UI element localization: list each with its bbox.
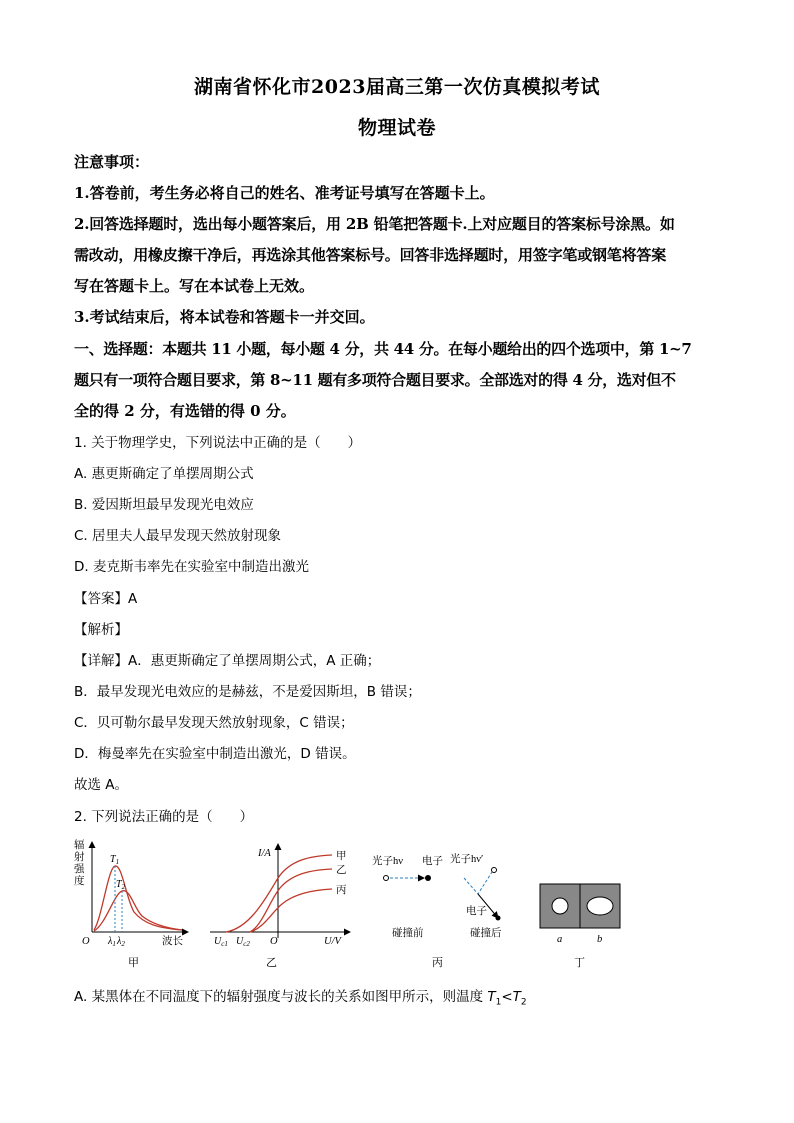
ding-label-a: a [557,934,563,945]
jia-ylabel-4: 度 [74,876,85,887]
bing-electron-dot-after [496,916,501,921]
yi-uc1: $U_{c1}$ [214,936,228,948]
bing-electron-before: 电子 [422,856,443,867]
jia-ylabel-2: 射 [74,852,85,863]
notice-item-3: 3.考试结束后，将本试卷和答题卡一并交回。 [74,308,375,326]
q1-analysis-label: 【解析】 [74,622,128,638]
jia-caption: 甲 [128,957,139,969]
jia-label-t2: $T_2$ [116,879,126,891]
q1-option-b: B. 爱因斯坦最早发现光电效应 [74,497,254,513]
q1-stem: 1. 关于物理学史，下列说法中正确的是（ ） [74,435,362,451]
ding-label-b: b [597,934,603,945]
yi-label-yi: 乙 [336,865,347,876]
figure-bing [372,852,502,969]
section-1-line-1: 一、选择题：本题共 11 小题，每小题 4 分，共 44 分。在每小题给出的四个选项中，第 1~7 [74,340,692,358]
jia-ylabel-3: 强 [74,864,85,875]
q2-stem: 2. 下列说法正确的是（ ） [74,809,254,825]
q1-conclusion: 故选 A。 [74,777,129,793]
yi-uc2: $U_{c2}$ [236,936,250,948]
jia-label-t1: $T_1$ [110,854,120,866]
yi-label-jia: 甲 [336,851,347,862]
yi-curve-yi [250,869,332,932]
yi-label-bing: 丙 [336,885,347,896]
yi-curve-bing [250,889,332,932]
ding-hole-a [552,898,568,914]
jia-lambda2: $\lambda_2$ [117,936,125,948]
jia-origin: O [82,936,90,947]
bing-electron-dot-before [425,875,431,881]
q1-option-c: C. 居里夫人最早发现天然放射现象 [74,528,282,544]
bing-photon-before: 光子hν [372,856,403,867]
q1-option-d: D. 麦克斯韦率先在实验室中制造出激光 [74,559,309,575]
ding-caption: 丁 [574,957,585,969]
ding-hole-b [587,897,613,915]
notice-item-2-line-2: 需改动，用橡皮擦干净后，再选涂其他答案标号。回答非选择题时，用签字笔或钢笔将答案 [74,246,667,264]
q2-option-a: A. 某黑体在不同温度下的辐射强度与波长的关系如图甲所示，则温度 $T_1<T_2$ [74,989,527,1008]
bing-before-label: 碰撞前 [392,928,424,939]
bing-photon-dot-after [492,868,497,873]
exam-subtitle: 物理试卷 [357,117,436,139]
yi-curve-jia [226,855,332,932]
q1-option-a: A. 惠更斯确定了单摆周期公式 [74,466,254,482]
notice-item-2-line-1: 2.回答选择题时，选出每小题答案后，用 2B 铅笔把答题卡.上对应题目的答案标号涂黑。如 [74,215,675,233]
notice-heading: 注意事项： [74,153,150,171]
q1-detail-3: C．贝可勒尔最早发现天然放射现象，C 错误； [74,715,354,731]
yi-caption: 乙 [266,957,277,969]
yi-xlabel: U/V [324,936,341,947]
bing-caption: 丙 [432,957,443,969]
section-1-line-3: 全的得 2 分，有选错的得 0 分。 [74,402,296,420]
yi-origin: O [270,936,278,947]
bing-after-label: 碰撞后 [470,928,502,939]
bing-photon-after: 光子hν′ [450,854,484,865]
jia-curve-t1 [94,866,182,930]
jia-curve-t2 [94,891,182,931]
jia-xlabel: 波长 [162,936,183,947]
notice-item-2-line-3: 写在答题卡上。写在本试卷上无效。 [74,277,315,295]
jia-lambda1: $\lambda_1$ [108,936,116,948]
q2-figures [70,838,730,973]
exam-title: 湖南省怀化市2023届高三第一次仿真模拟考试 [194,76,600,98]
bing-scatter-path [464,872,492,894]
q1-detail-2: B．最早发现光电效应的是赫兹，不是爱因斯坦，B 错误； [74,684,421,700]
figure-jia [74,838,188,969]
q1-answer: 【答案】A [74,591,138,607]
section-1-line-2: 题只有一项符合题目要求，第 8~11 题有多项符合题目要求。全部选对的得 4 分，选对但不 [74,371,676,389]
figure-yi [210,844,350,969]
yi-ylabel: I/A [258,848,271,859]
figure-ding [540,884,620,969]
q1-detail-4: D．梅曼率先在实验室中制造出激光，D 错误。 [74,746,356,762]
notice-item-1: 1.答卷前，考生务必将自己的姓名、准考证号填写在答题卡上。 [74,184,495,202]
q1-detail-1: 【详解】A．惠更斯确定了单摆周期公式，A 正确； [74,653,381,669]
bing-electron-after: 电子 [466,906,487,917]
bing-photon-dot-before [384,876,389,881]
jia-ylabel-1: 辐 [74,840,85,851]
